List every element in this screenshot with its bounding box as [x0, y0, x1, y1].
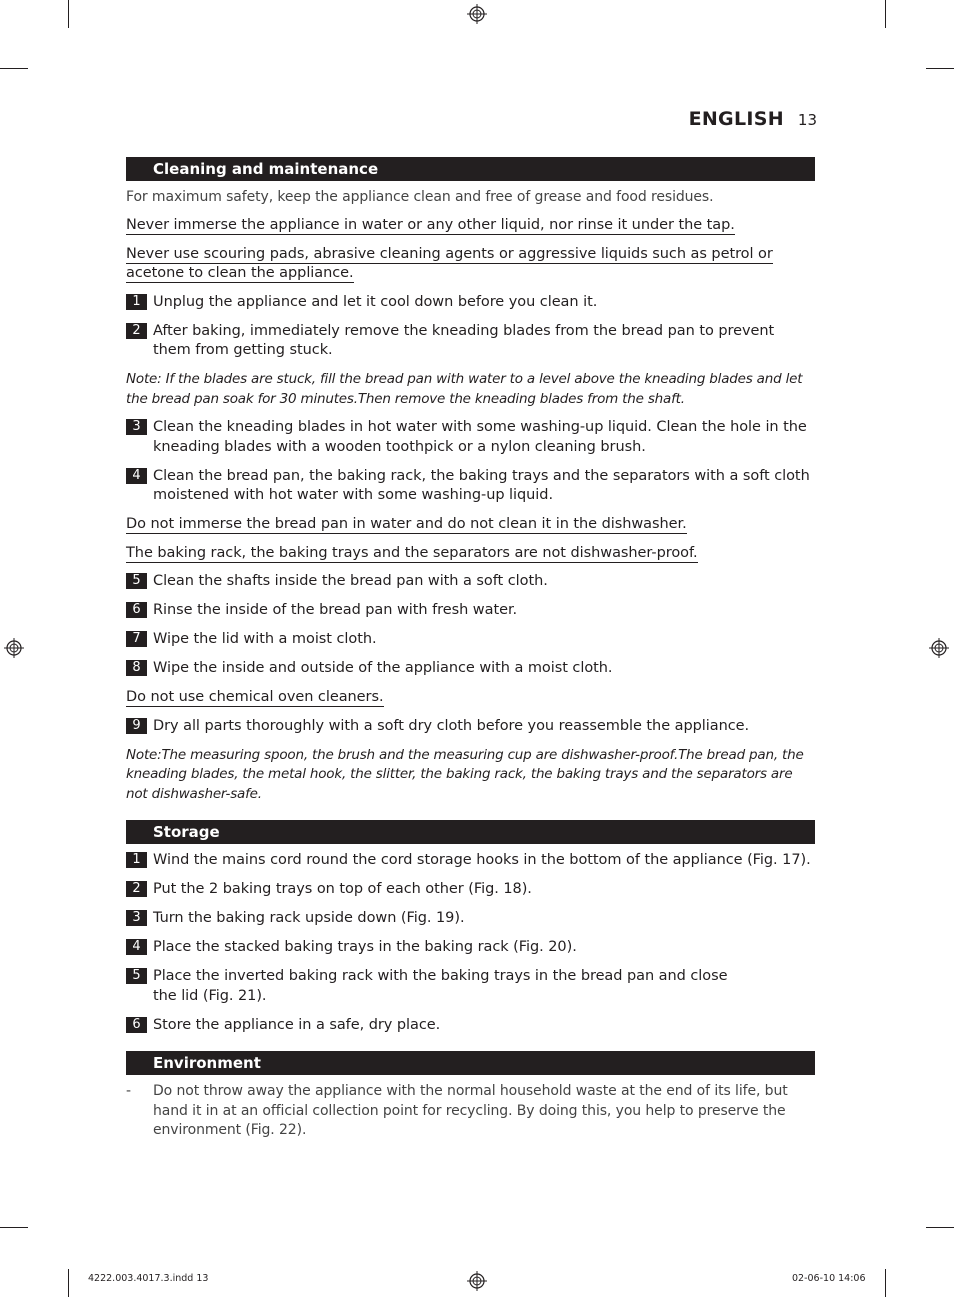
- step-item: [126, 601, 815, 621]
- section-heading-cleaning: Cleaning and maintenance: [126, 157, 815, 181]
- step-number: 3: [126, 910, 147, 926]
- step-text: Clean the shafts inside the bread pan with a soft cloth.: [153, 573, 548, 589]
- intro-text: For maximum safety, keep the appliance clean and free of grease and food residues.: [126, 189, 714, 205]
- step-text: Dry all parts thoroughly with a soft dry cloth before you reassemble the appliance.: [153, 717, 750, 734]
- step-text: Turn the baking rack upside down (Fig. 19).: [153, 910, 465, 926]
- step-number: 4: [126, 939, 147, 955]
- step-item: [126, 909, 815, 929]
- step-number: 2: [126, 881, 147, 897]
- step-number: 7: [126, 631, 147, 647]
- crop-mark: [926, 68, 954, 69]
- step-number: 8: [126, 660, 147, 676]
- crop-mark: [0, 68, 28, 69]
- step-item: [126, 467, 815, 506]
- step-text: Put the 2 baking trays on top of each other (Fig. 18).: [153, 881, 532, 897]
- step-number: 1: [126, 852, 147, 868]
- crop-mark: [68, 0, 69, 28]
- page-header: [689, 108, 817, 130]
- footer-file-name: 4222.003.4017.3.indd 13: [88, 1273, 209, 1284]
- warning-text: Never immerse the appliance in water or any other liquid, nor rinse it under the tap.: [126, 217, 735, 233]
- crop-mark: [885, 1269, 886, 1297]
- registration-mark-icon: [4, 638, 24, 658]
- step-number: 6: [126, 1017, 147, 1033]
- registration-mark-icon: [467, 4, 487, 24]
- registration-mark-icon: [929, 638, 949, 658]
- note-text: Note: If the blades are stuck, fill the bread pan with water to a level above the kneading blades and let the bread pan soak for 30 minutes.Then remove the kneading blades from the shaft.: [126, 371, 803, 407]
- crop-mark: [926, 1227, 954, 1228]
- section-heading-storage: Storage: [126, 820, 815, 844]
- step-item: [126, 717, 815, 737]
- step-text: Store the appliance in a safe, dry place.: [153, 1016, 441, 1033]
- step-number: 4: [126, 468, 147, 484]
- crop-mark: [0, 1227, 28, 1228]
- crop-mark: [885, 0, 886, 28]
- language-label: ENGLISH: [688, 108, 784, 130]
- step-text: Clean the bread pan, the baking rack, the baking trays and the separators with a soft cloth moistened with hot water with some washing-up liquid.: [153, 467, 810, 503]
- warning-text: Do not use chemical oven cleaners.: [126, 689, 384, 705]
- step-number: 5: [126, 968, 147, 984]
- step-number: 5: [126, 573, 147, 589]
- warning-text: The baking rack, the baking trays and the separators are not dishwasher-proof.: [126, 544, 698, 561]
- step-number: 1: [126, 294, 147, 310]
- step-item: [126, 880, 815, 900]
- page-number: 13: [797, 111, 817, 129]
- step-item: [126, 418, 815, 457]
- step-number: 3: [126, 419, 147, 435]
- step-text: After baking, immediately remove the kneading blades from the bread pan to prevent them from getting stuck.: [153, 322, 775, 358]
- step-text: Wipe the inside and outside of the appliance with a moist cloth.: [153, 660, 613, 676]
- bullet-dash: -: [126, 1083, 131, 1099]
- step-text: Wipe the lid with a moist cloth.: [153, 631, 377, 647]
- step-item: [126, 967, 815, 1006]
- step-item: [126, 851, 815, 871]
- step-number: 6: [126, 602, 147, 618]
- step-item: [126, 293, 815, 313]
- step-text: Wind the mains cord round the cord storage hooks in the bottom of the appliance (Fig. 17).: [153, 852, 811, 868]
- step-item: [126, 322, 815, 361]
- main-content: [126, 157, 815, 1141]
- step-number: 2: [126, 323, 147, 339]
- warning-text: Do not immerse the bread pan in water and do not clean it in the dishwasher.: [126, 516, 687, 532]
- step-text: Place the inverted baking rack with the baking trays in the bread pan and close the lid (Fig. 21).: [153, 968, 728, 1004]
- step-text: Unplug the appliance and let it cool down before you clean it.: [153, 293, 598, 310]
- section-heading-environment: Environment: [126, 1051, 815, 1075]
- step-item: [126, 659, 815, 679]
- step-text: Clean the kneading blades in hot water with some washing-up liquid. Clean the hole in the kneading blades with a wooden toothpick or a nylon cleaning brush.: [153, 419, 807, 455]
- footer-date: 02-06-10 14:06: [792, 1273, 866, 1284]
- step-text: Place the stacked baking trays in the baking rack (Fig. 20).: [153, 939, 577, 955]
- list-item: [126, 1082, 815, 1141]
- step-item: [126, 1016, 815, 1036]
- step-number: 9: [126, 718, 147, 734]
- registration-mark-icon: [467, 1271, 487, 1291]
- step-item: [126, 630, 815, 650]
- crop-mark: [68, 1269, 69, 1297]
- step-item: [126, 572, 815, 592]
- bullet-text: Do not throw away the appliance with the normal household waste at the end of its life, but hand it in at an official collection point for recycling. By doing this, you help to preserve the environment (Fig. 22).: [153, 1083, 788, 1138]
- note-text: Note:The measuring spoon, the brush and the measuring cup are dishwasher-proof.The bread pan, the kneading blades, the metal hook, the slitter, the baking rack, the baking trays and the separators are not dishwasher-safe.: [126, 746, 804, 802]
- step-item: [126, 938, 815, 958]
- step-text: Rinse the inside of the bread pan with fresh water.: [153, 602, 518, 618]
- warning-text: Never use scouring pads, abrasive cleaning agents or aggressive liquids such as petrol or acetone to clean the appliance.: [126, 245, 773, 281]
